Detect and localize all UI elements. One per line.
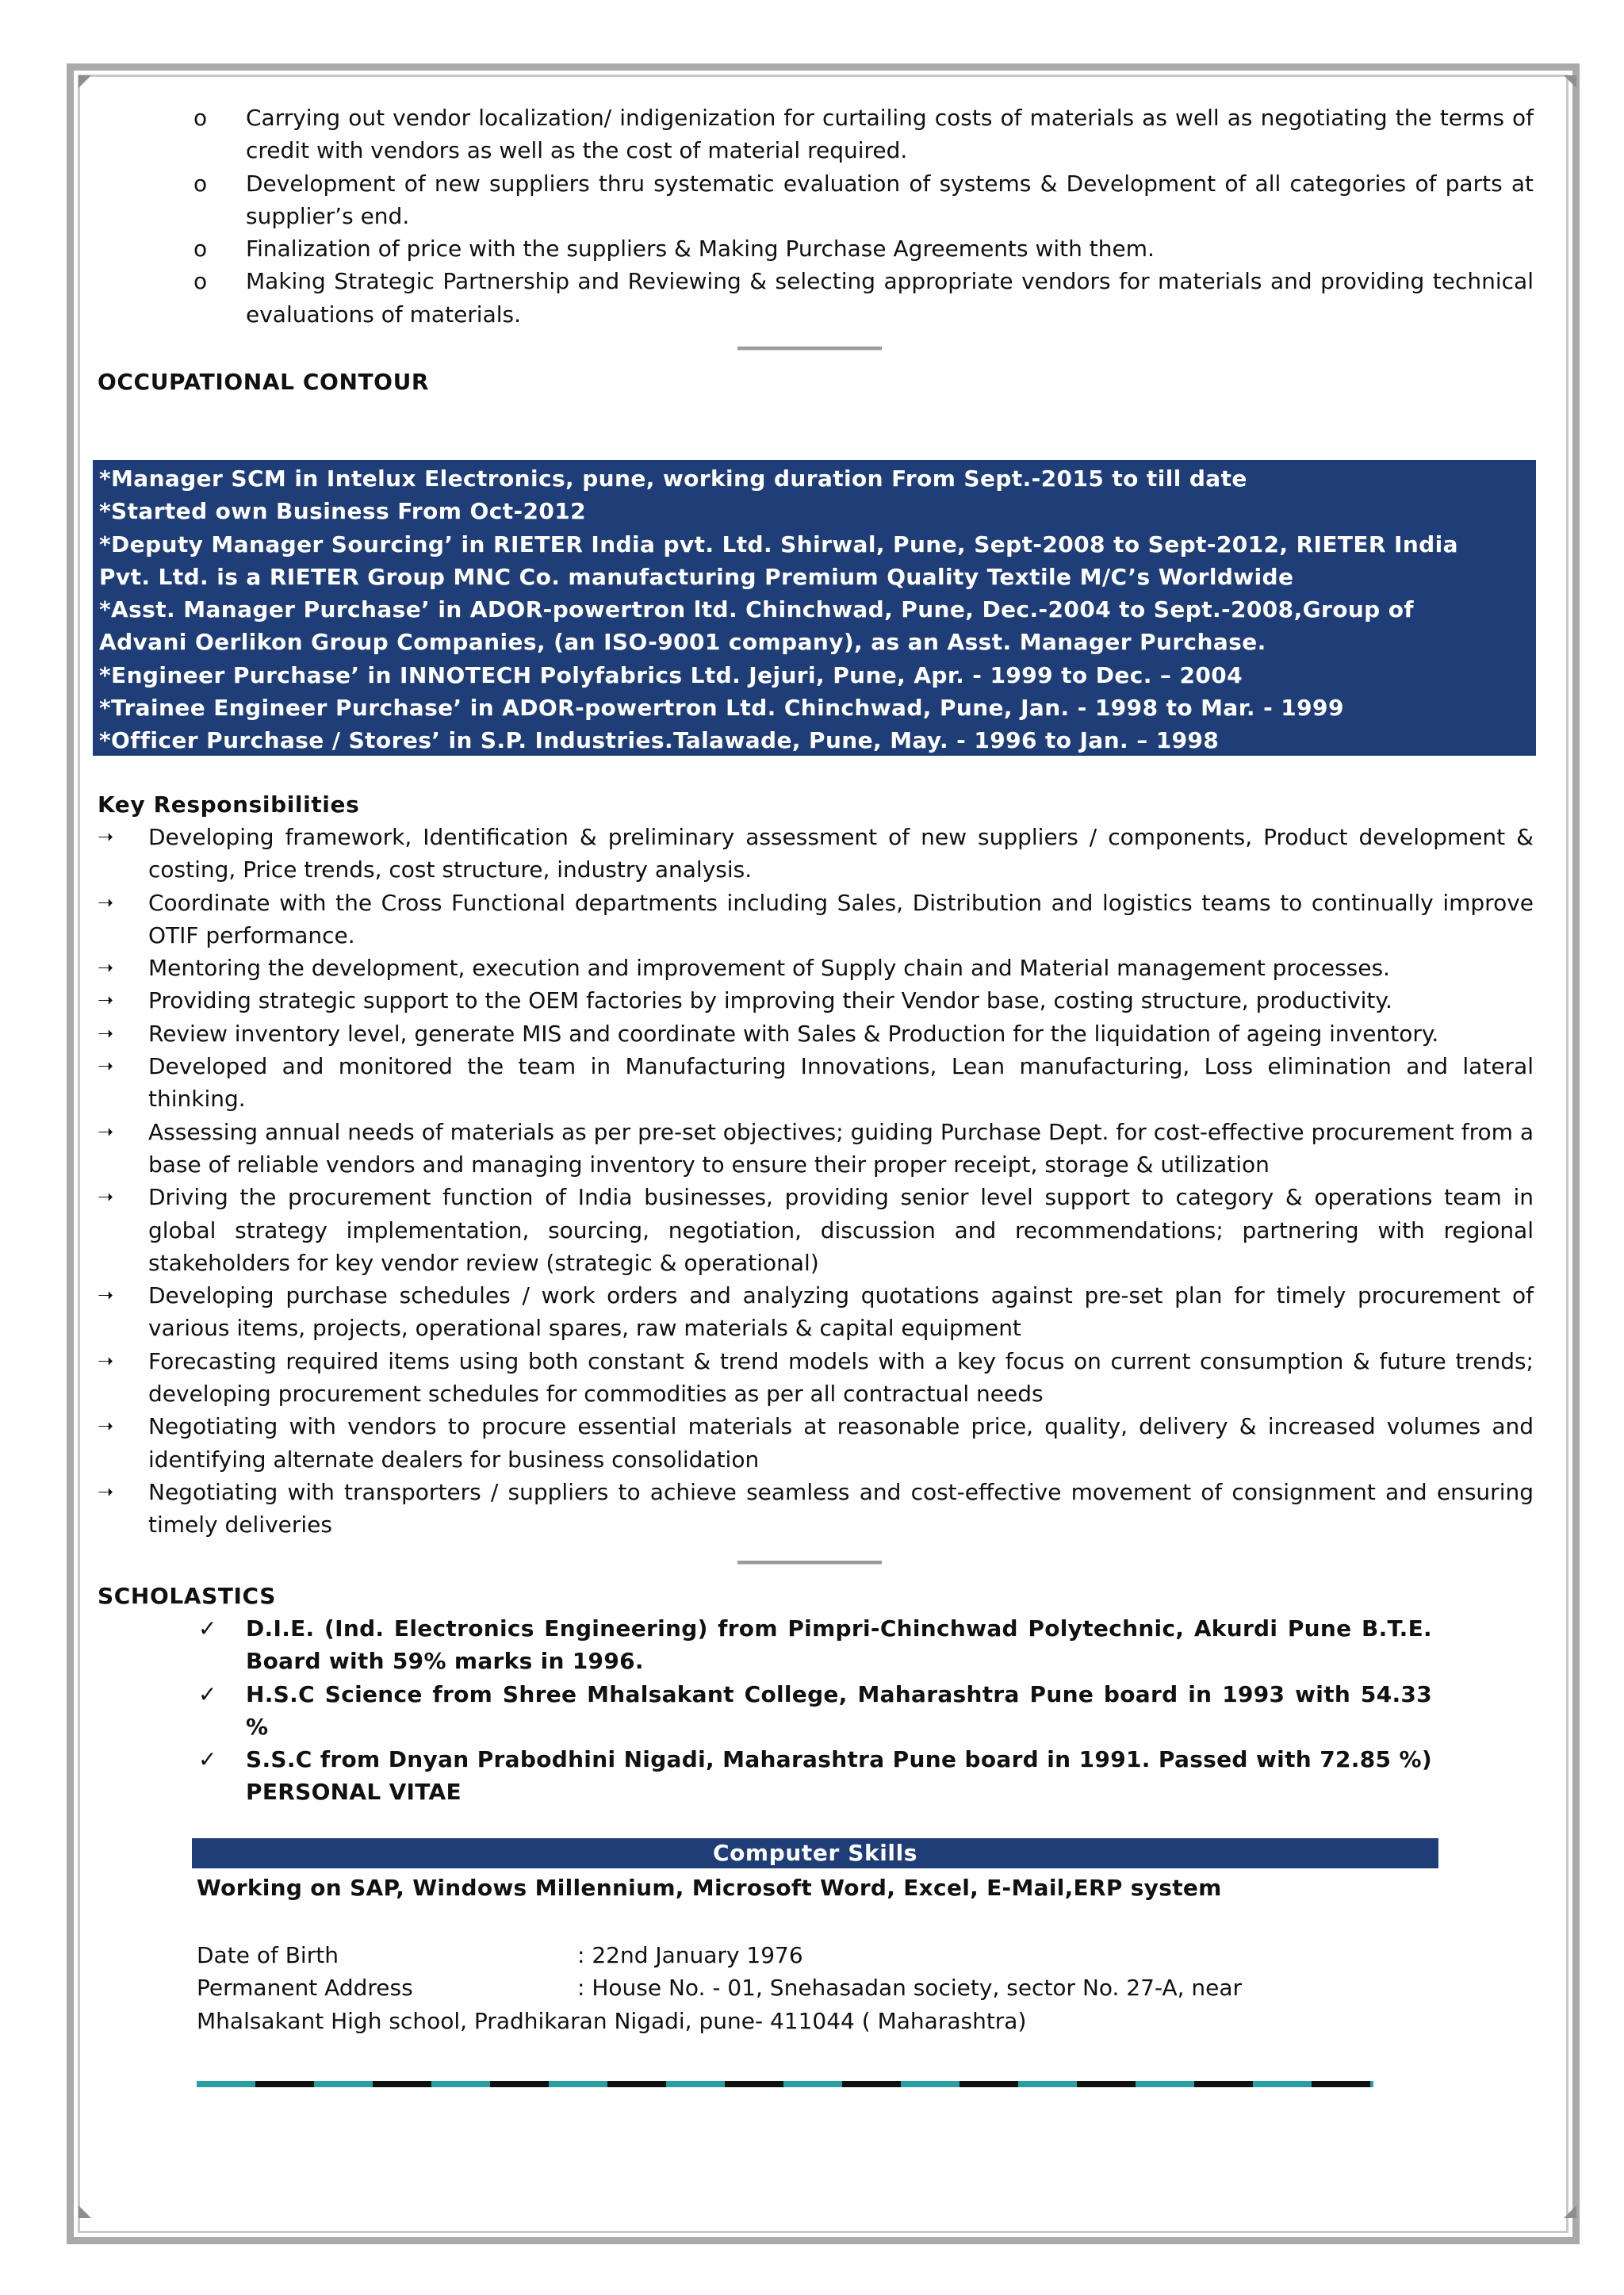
arrow-bullet-icon: ➝ — [98, 1284, 114, 1307]
circle-bullet-icon: o — [193, 268, 208, 295]
occupational-contour-box — [93, 460, 1536, 756]
list-item: o Development of new suppliers thru systematic evaluation of systems & Development of all categories of parts at supplier’s end. — [193, 167, 1534, 233]
list-item: ➝ Providing strategic support to the OEM factories by improving their Vendor base, costing structure, productivity. — [98, 984, 1534, 1017]
section-divider — [737, 347, 882, 351]
checkmark-icon: ✓ — [198, 1680, 217, 1707]
decorative-divider — [197, 2081, 1373, 2087]
list-item: ➝ Negotiating with vendors to procure essential materials at reasonable price, quality, delivery & increased volumes and identifying alternate dealers for business consolidation — [98, 1410, 1534, 1476]
arrow-bullet-icon: ➝ — [98, 1349, 114, 1372]
list-item: ➝ Developing purchase schedules / work orders and analyzing quotations against pre-set plan for timely procurement of various items, projects, operational spares, raw materials & capital equipment — [98, 1279, 1534, 1345]
personal-details — [197, 1939, 1545, 2037]
career-line: *Started own Business From Oct-2012 — [99, 498, 587, 525]
arrow-bullet-icon: ➝ — [98, 1186, 114, 1209]
list-item: ➝ Forecasting required items using both constant & trend models with a key focus on current consumption & future trends; developing procurement schedules for commodities as per all contractual needs — [98, 1345, 1534, 1411]
address-value: : House No. - 01, Snehasadan society, sector No. 27-A, near — [577, 1975, 1243, 2002]
dob-row — [197, 1939, 1545, 1971]
circle-bullet-icon: o — [193, 105, 208, 131]
corner-triangle-icon — [79, 75, 91, 88]
address-label: Permanent Address — [197, 1975, 413, 2002]
list-item: ✓ D.I.E. (Ind. Electronics Engineering) from Pimpri-Chinchwad Polytechnic, Akurdi Pune B.T.E. Board with 59% marks in 1996. — [193, 1612, 1432, 1678]
list-item: ✓ S.S.C from Dnyan Prabodhini Nigadi, Maharashtra Pune board in 1991. Passed with 72.85 %) PERSONAL VITAE — [193, 1743, 1432, 1809]
key-responsibilities-heading: Key Responsibilities — [98, 791, 360, 818]
section-divider — [737, 1561, 882, 1565]
list-item: ➝ Driving the procurement function of India businesses, providing senior level support to category & operations team in global strategy implementation, sourcing, negotiation, discussion and recommendations; partnering with regional stakeholders for key vendor review (strategic & operational) — [98, 1181, 1534, 1279]
list-item: ➝ Negotiating with transporters / suppliers to achieve seamless and cost-effective movement of consignment and ensuring timely deliveries — [98, 1476, 1534, 1542]
vendor-duties-list — [193, 102, 1534, 331]
list-item: o Carrying out vendor localization/ indigenization for curtailing costs of materials as well as negotiating the terms of credit with vendors as well as the cost of material required. — [193, 102, 1534, 167]
dob-value: : 22nd January 1976 — [577, 1942, 803, 1968]
career-line: *Asst. Manager Purchase’ in ADOR-powertron ltd. Chinchwad, Pune, Dec.-2004 to Sept.-2008,Group of — [99, 596, 1414, 623]
arrow-bullet-icon: ➝ — [98, 956, 114, 979]
scholastics-heading: SCHOLASTICS — [98, 1583, 276, 1609]
arrow-bullet-icon: ➝ — [98, 891, 114, 914]
arrow-bullet-icon: ➝ — [98, 989, 114, 1012]
scholastics-list — [193, 1612, 1432, 1809]
arrow-bullet-icon: ➝ — [98, 1055, 114, 1078]
arrow-bullet-icon: ➝ — [98, 1480, 114, 1503]
arrow-bullet-icon: ➝ — [98, 826, 114, 848]
list-item: ➝ Coordinate with the Cross Functional departments including Sales, Distribution and logistics teams to continually improve OTIF performance. — [98, 887, 1534, 952]
list-item: ➝ Developing framework, Identification & preliminary assessment of new suppliers / components, Product development & costing, Price trends, cost structure, industry analysis. — [98, 821, 1534, 887]
list-item: ✓ H.S.C Science from Shree Mhalsakant College, Maharashtra Pune board in 1993 with 54.33 % — [193, 1678, 1432, 1744]
dob-label: Date of Birth — [197, 1942, 339, 1968]
career-line: Pvt. Ltd. is a RIETER Group MNC Co. manufacturing Premium Quality Textile M/C’s Worldwide — [99, 563, 1294, 590]
arrow-bullet-icon: ➝ — [98, 1415, 114, 1438]
corner-triangle-icon — [1564, 75, 1576, 88]
list-item: ➝ Review inventory level, generate MIS and coordinate with Sales & Production for the liquidation of ageing inventory. — [98, 1017, 1534, 1050]
corner-triangle-icon — [79, 2205, 91, 2218]
address-row — [197, 1971, 1545, 2004]
career-line: *Engineer Purchase’ in INNOTECH Polyfabrics Ltd. Jejuri, Pune, Apr. - 1999 to Dec. – 2004 — [99, 661, 1243, 688]
list-item: ➝ Developed and monitored the team in Manufacturing Innovations, Lean manufacturing, Loss elimination and lateral thinking. — [98, 1050, 1534, 1116]
career-line: *Manager SCM in Intelux Electronics, pune, working duration From Sept.-2015 to till date — [99, 466, 1247, 492]
list-item: ➝ Mentoring the development, execution and improvement of Supply chain and Material management processes. — [98, 952, 1534, 984]
circle-bullet-icon: o — [193, 170, 208, 197]
computer-skills-heading: Computer Skills — [192, 1838, 1438, 1868]
career-line: *Trainee Engineer Purchase’ in ADOR-powertron Ltd. Chinchwad, Pune, Jan. - 1998 to Mar. - 1999 — [99, 695, 1344, 722]
checkmark-icon: ✓ — [198, 1746, 217, 1773]
computer-skills-text: Working on SAP, Windows Millennium, Microsoft Word, Excel, E-Mail,ERP system — [197, 1875, 1222, 1901]
career-line: *Officer Purchase / Stores’ in S.P. Industries.Talawade, Pune, May. - 1996 to Jan. – 1998 — [99, 727, 1220, 754]
checkmark-icon: ✓ — [198, 1615, 217, 1642]
address-continued: Mhalsakant High school, Pradhikaran Nigadi, pune- 411044 ( Maharashtra) — [197, 2007, 1027, 2034]
responsibilities-list — [98, 821, 1534, 1542]
list-item: o Finalization of price with the suppliers & Making Purchase Agreements with them. — [193, 232, 1534, 265]
arrow-bullet-icon: ➝ — [98, 1120, 114, 1143]
list-item: o Making Strategic Partnership and Reviewing & selecting appropriate vendors for materials and providing technical evaluations of materials. — [193, 265, 1534, 331]
circle-bullet-icon: o — [193, 236, 208, 262]
corner-triangle-icon — [1564, 2205, 1576, 2218]
arrow-bullet-icon: ➝ — [98, 1021, 114, 1044]
career-line: Advani Oerlikon Group Companies, (an ISO-9001 company), as an Asst. Manager Purchase. — [99, 629, 1266, 656]
list-item: ➝ Assessing annual needs of materials as per pre-set objectives; guiding Purchase Dept. for cost-effective procurement from a base of reliable vendors and managing inventory to ensure their proper receipt, storage & utilization — [98, 1116, 1534, 1182]
career-line: *Deputy Manager Sourcing’ in RIETER India pvt. Ltd. Shirwal, Pune, Sept-2008 to Sept-2012, RIETER India — [99, 531, 1458, 557]
occupational-heading: OCCUPATIONAL CONTOUR — [98, 369, 430, 395]
